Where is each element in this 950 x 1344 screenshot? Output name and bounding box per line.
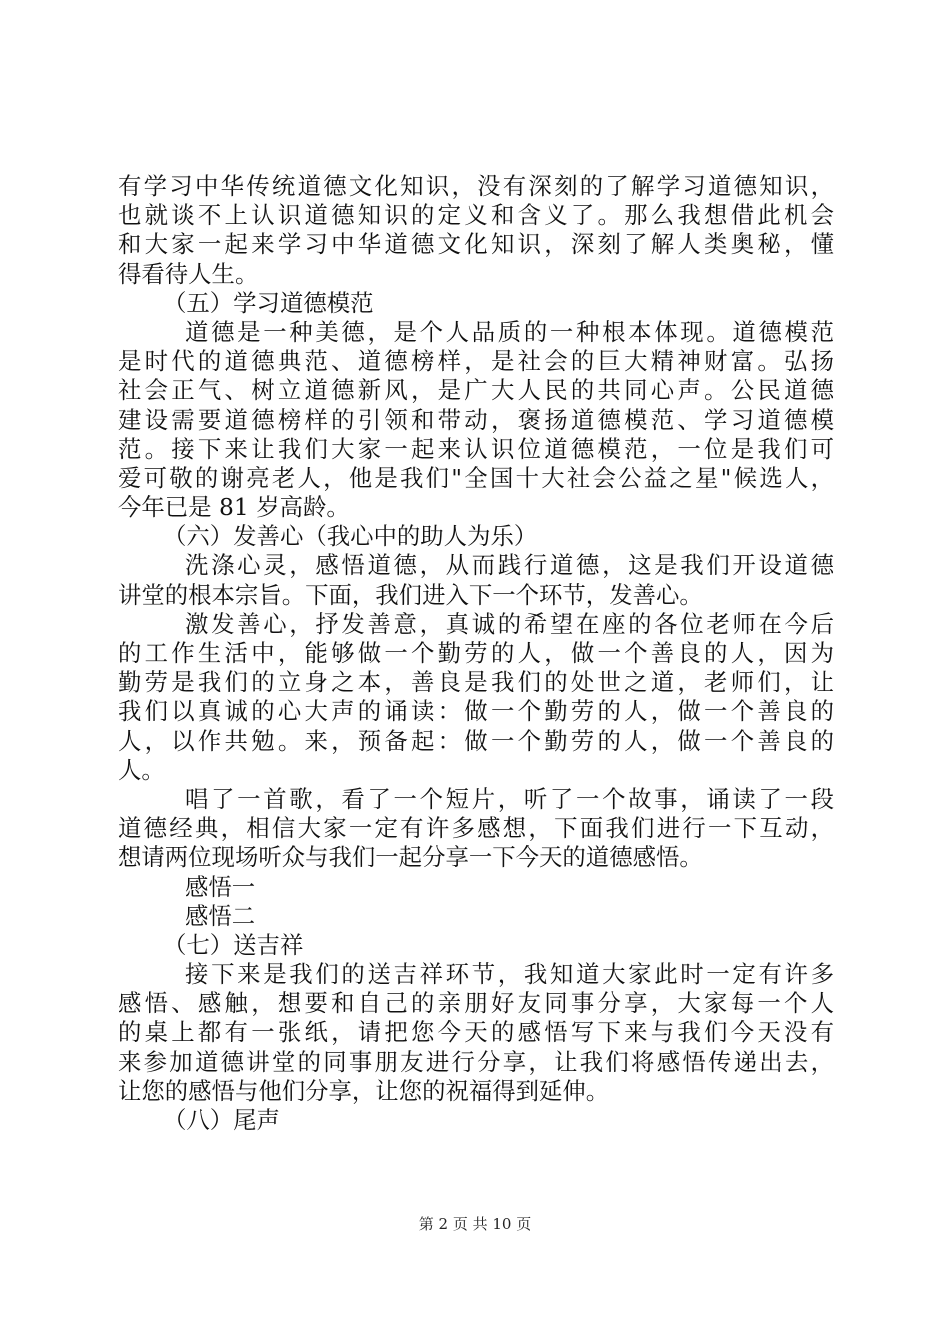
text-line: 感悟二 bbox=[185, 901, 256, 930]
text-line: 有学习中华传统道德文化知识，没有深刻的了解学习道德知识， bbox=[118, 172, 834, 200]
text-line: 道德经典，相信大家一定有许多感想，下面我们进行一下互动， bbox=[118, 814, 834, 843]
text-line: 唱了一首歌，看了一个短片，听了一个故事，诵读了一段 bbox=[185, 784, 834, 813]
text-line: 人，以作共勉。来，预备起：做一个勤劳的人，做一个善良的 bbox=[118, 726, 834, 755]
text-line: 人。 bbox=[118, 755, 165, 784]
page-footer: 第 2 页 共 10 页 bbox=[418, 1215, 532, 1233]
text-line: （五）学习道德模范 bbox=[163, 288, 374, 317]
text-line: （六）发善心（我心中的助人为乐） bbox=[163, 522, 538, 551]
text-line: 激发善心，抒发善意，真诚的希望在座的各位老师在今后 bbox=[185, 609, 834, 638]
text-line: 感悟、感触，想要和自己的亲朋好友同事分享，大家每一个人 bbox=[118, 989, 834, 1018]
text-line: 是时代的道德典范、道德榜样，是社会的巨大精神财富。弘扬 bbox=[118, 347, 834, 376]
text-line: 社会正气、树立道德新风，是广大人民的共同心声。公民道德 bbox=[118, 376, 834, 405]
text-line: 和大家一起来学习中华道德文化知识，深刻了解人类奥秘，懂 bbox=[118, 230, 834, 259]
text-line: 感悟一 bbox=[185, 872, 256, 901]
text-line: 的桌上都有一张纸，请把您今天的感悟写下来与我们今天没有 bbox=[118, 1018, 834, 1047]
text-line: 建设需要道德榜样的引领和带动，褒扬道德模范、学习道德模 bbox=[118, 405, 834, 434]
text-line: 想请两位现场听众与我们一起分享一下今天的道德感悟。 bbox=[118, 843, 703, 872]
text-line: 勤劳是我们的立身之本，善良是我们的处世之道，老师们，让 bbox=[118, 668, 834, 697]
text-line: 范。接下来让我们大家一起来认识位道德模范，一位是我们可 bbox=[118, 434, 834, 463]
text-line: （七）送吉祥 bbox=[163, 930, 304, 959]
text-line: 得看待人生。 bbox=[118, 259, 259, 288]
text-line: 爱可敬的谢亮老人，他是我们"全国十大社会公益之星"候选人， bbox=[118, 463, 834, 492]
body-text bbox=[118, 172, 834, 1135]
text-line: 接下来是我们的送吉祥环节，我知道大家此时一定有许多 bbox=[185, 960, 834, 989]
text-line: 讲堂的根本宗旨。下面，我们进入下一个环节，发善心。 bbox=[118, 580, 703, 609]
text-line: 也就谈不上认识道德知识的定义和含义了。那么我想借此机会 bbox=[118, 201, 834, 230]
text-line: 来参加道德讲堂的同事朋友进行分享，让我们将感悟传递出去， bbox=[118, 1047, 834, 1076]
text-line: 我们以真诚的心大声的诵读：做一个勤劳的人，做一个善良的 bbox=[118, 697, 834, 726]
text-line: 今年已是 81 岁高龄。 bbox=[118, 493, 350, 522]
text-line: 道德是一种美德，是个人品质的一种根本体现。道德模范 bbox=[185, 317, 834, 346]
text-line: （八）尾声 bbox=[163, 1106, 280, 1134]
text-line: 让您的感悟与他们分享，让您的祝福得到延伸。 bbox=[118, 1076, 610, 1105]
text-line: 的工作生活中，能够做一个勤劳的人，做一个善良的人，因为 bbox=[118, 639, 834, 667]
text-line: 洗涤心灵，感悟道德，从而践行道德，这是我们开设道德 bbox=[185, 551, 834, 580]
